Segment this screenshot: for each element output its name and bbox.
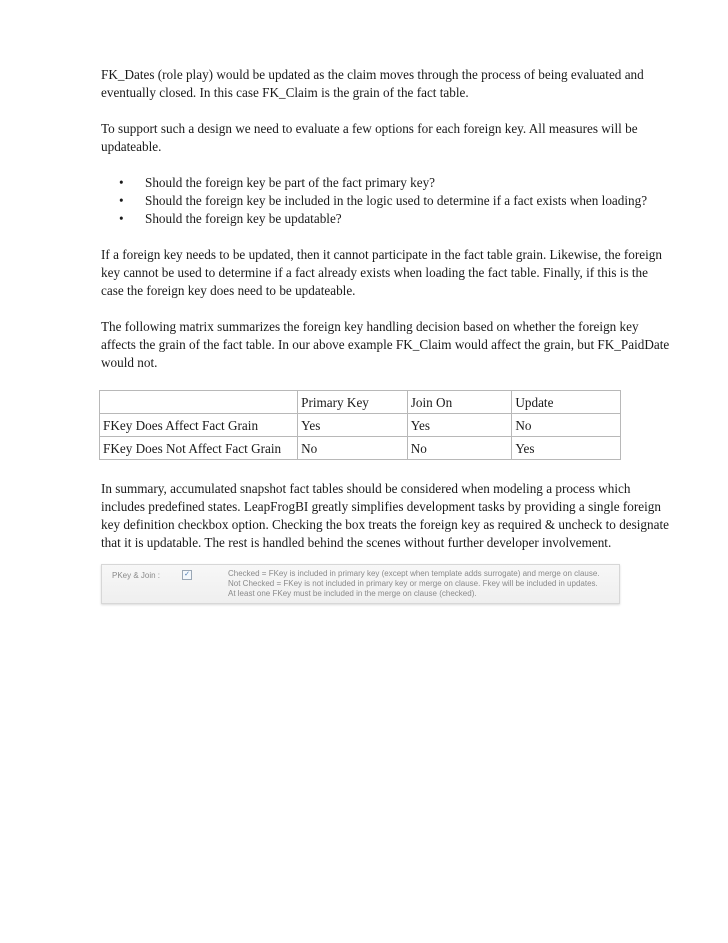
paragraph-intro: FK_Dates (role play) would be updated as the claim moves through the process of being evaluated and eventually closed. In this case FK_Claim is the grain of the fact table. xyxy=(101,67,644,100)
table-cell: Yes xyxy=(512,437,621,460)
table-header-cell: Update xyxy=(512,391,621,414)
list-item: • Should the foreign key be part of the fact primary key? xyxy=(119,175,436,190)
list-item: • Should the foreign key be updatable? xyxy=(119,211,342,226)
list-item: • Should the foreign key be included in the logic used to determine if a fact exists when loading? xyxy=(119,193,648,208)
checkbox-option-screenshot xyxy=(101,564,620,604)
paragraph-summary: In summary, accumulated snapshot fact tables should be considered when modeling a process which includes predefined states. LeapFrogBI greatly simplifies development tasks by providing a single foreign key definition checkbox option. Checking the box treats the foreign key as required & uncheck to designate that it is updatable. The rest is handled behind the scenes without further developer involvement. xyxy=(101,481,669,550)
table-cell: No xyxy=(512,414,621,437)
table-header-cell: Primary Key xyxy=(298,391,408,414)
table-header-row xyxy=(100,391,621,414)
paragraph-matrix-intro: The following matrix summarizes the foreign key handling decision based on whether the foreign key affects the grain of the fact table. In our above example FK_Claim would affect the grain, but FK_PaidDate would not. xyxy=(101,319,670,370)
paragraph-update-rules: If a foreign key needs to be updated, then it cannot participate in the fact table grain. Likewise, the foreign key cannot be used to determine if a fact already exists when loading the fact table. Finally, if this is the case the foreign key does need to be updateable. xyxy=(101,247,662,298)
bullet-icon: • xyxy=(119,211,124,226)
table-cell: No xyxy=(407,437,512,460)
description-line: At least one FKey must be included in the merge on clause (checked). xyxy=(228,589,477,598)
table-cell: Yes xyxy=(298,414,408,437)
table-header-cell: Join On xyxy=(407,391,512,414)
pkey-join-label: PKey & Join : xyxy=(112,571,161,580)
pkey-join-checkbox: ✓ xyxy=(182,570,192,580)
bullet-icon: • xyxy=(119,193,124,208)
description-line: Checked = FKey is included in primary key (except when template adds surrogate) and merge on clause. xyxy=(228,569,600,578)
decision-matrix-table xyxy=(99,390,621,460)
table-row xyxy=(100,437,621,460)
table-cell: FKey Does Affect Fact Grain xyxy=(100,414,298,437)
checkbox-description xyxy=(228,569,600,599)
table-cell: FKey Does Not Affect Fact Grain xyxy=(100,437,298,460)
paragraph-design: To support such a design we need to evaluate a few options for each foreign key. All measures will be updateable. xyxy=(101,121,638,154)
table-row xyxy=(100,414,621,437)
bullet-icon: • xyxy=(119,175,124,190)
options-list xyxy=(101,174,672,228)
description-line: Not Checked = FKey is not included in primary key or merge on clause. Fkey will be included in updates. xyxy=(228,579,598,588)
table-cell: Yes xyxy=(407,414,512,437)
table-cell: No xyxy=(298,437,408,460)
table-header-cell xyxy=(100,391,298,414)
